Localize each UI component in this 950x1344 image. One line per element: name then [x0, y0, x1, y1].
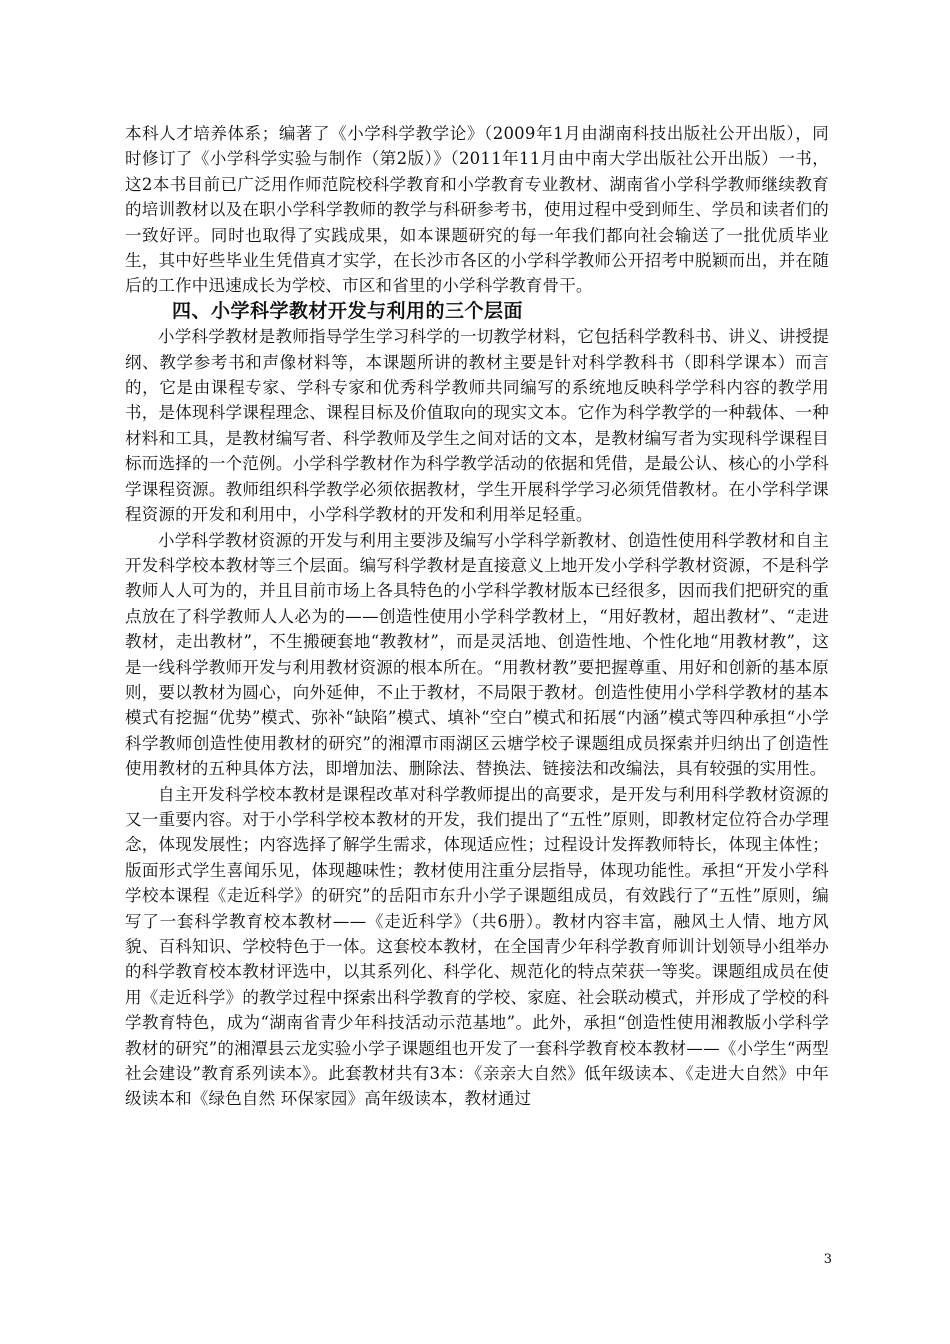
paragraph-material-development: 小学科学教材资源的开发与利用主要涉及编写小学科学新教材、创造性使用科学教材和自主开发科学校本教材等三个层面。编写科学教材是直接意义上地开发小学科学教材资源，不是科学教师人人可为的，并且目前市场上各具特色的小学科学教材版本已经很多，因而我们把研究的重点放在了科学教师人人必为的——创造性使用小学科学教材上，“用好教材，超出教材”、“走进教材，走出教材”，不生搬硬套地“教教材”，而是灵活地、创造性地、个性化地“用教材教”，这是一线科学教师开发与利用教材资源的根本所在。“用教材教”要把握尊重、用好和创新的基本原则，要以教材为圆心，向外延伸，不止于教材，不局限于教材。创造性使用小学科学教材的基本模式有挖掘“优势”模式、弥补“缺陷”模式、填补“空白”模式和拓展“内涵”模式等四种承担“小学科学教师创造性使用教材的研究”的湘潭市雨湖区云塘学校子课题组成员探索并归纳出了创造性使用教材的五种具体方法，即增加法、删除法、替换法、链接法和改编法，具有较强的实用性。: [125, 530, 829, 779]
paragraph-continued: 本科人才培养体系；编著了《小学科学教学论》（2009年1月由湖南科技出版社公开出版），同时修订了《小学科学实验与制作（第2版）》（2011年11月由中南大学出版社公开出版）一书，这2本书目前已广泛用作师范院校科学教育和小学教育专业教材、湖南省小学科学教师继续教育的培训教材以及在职小学科学教师的教学与科研参考书，使用过程中受到师生、学员和读者们的一致好评。同时也取得了实践成果，如本课题研究的每一年我们都向社会输送了一批优质毕业生，其中好些毕业生凭借真才实学，在长沙市各区的小学科学教师公开招考中脱颖而出，并在随后的工作中迅速成长为学校、市区和省里的小学科学教育骨干。: [125, 124, 829, 296]
paragraph-teaching-materials: 小学科学教材是教师指导学生学习科学的一切教学材料，它包括科学教科书、讲义、讲授提纲、教学参考书和声像材料等，本课题所讲的教材主要是针对科学教科书（即科学课本）而言的，它是由课程专家、学科专家和优秀科学教师共同编写的系统地反映科学学科内容的教学用书，是体现科学课程理念、课程目标及价值取向的现实文本。它作为科学教学的一种载体、一种材料和工具，是教材编写者、科学教师及学生之间对话的文本，是教材编写者为实现科学课程目标而选择的一个范例。小学科学教材作为科学教学活动的依据和凭借，是最公认、核心的小学科学课程资源。教师组织科学教学必须依据教材，学生开展科学学习必须凭借教材。在小学科学课程资源的开发和利用中，小学科学教材的开发和利用举足轻重。: [125, 327, 829, 525]
page-body: [125, 121, 829, 1112]
section-heading: 四、小学科学教材开发与利用的三个层面: [172, 299, 524, 322]
page-number: 3: [823, 1252, 832, 1267]
paragraph-school-based-materials: 自主开发科学校本教材是课程改革对科学教师提出的高要求，是开发与利用科学教材资源的又一重要内容。对于小学科学校本教材的开发，我们提出了“五性”原则，即教材定位符合办学理念，体现发展性；内容选择了解学生需求，体现适应性；过程设计发挥教师特长，体现主体性；版面形式学生喜闻乐见，体现趣味性；教材使用注重分层指导，体现功能性。承担“开发小学科学校本课程《走近科学》的研究”的岳阳市东升小学子课题组成员，有效践行了“五性”原则，编写了一套科学教育校本教材——《走近科学》（共6册）。教材内容丰富，融风土人情、地方风貌、百科知识、学校特色于一体。这套校本教材，在全国青少年科学教育师训计划领导小组举办的科学教育校本教材评选中，以其系列化、科学化、规范化的特点荣获一等奖。课题组成员在使用《走近科学》的教学过程中探索出科学教育的学校、家庭、社会联动模式，并形成了学校的科学教育特色，成为“湖南省青少年科技活动示范基地”。此外，承担“创造性使用湘教版小学科学教材的研究”的湘潭县云龙实验小学子课题组也开发了一套科学教育校本教材——《小学生“两型社会建设”教育系列读本》。此套教材共有3本：《亲亲大自然》低年级读本、《走进大自然》中年级读本和《绿色自然 环保家园》高年级读本，教材通过: [125, 784, 829, 1109]
